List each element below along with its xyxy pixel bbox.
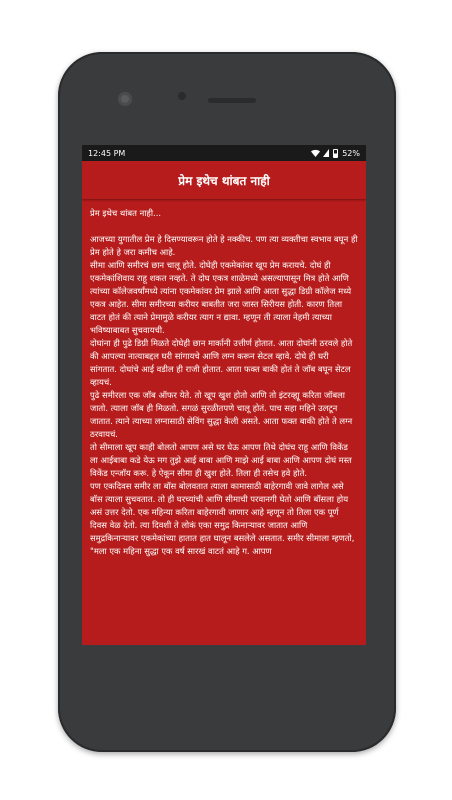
- status-icons: [311, 149, 360, 158]
- sensor: [178, 92, 186, 100]
- wifi-icon: [311, 149, 319, 157]
- camera-icon: [118, 92, 132, 106]
- paragraph: सीमा आणि समीरचं छान चालू होते. दोघेही एकमेकांवर खूप प्रेम करायचे. दोघं ही एकमेकांशिवाय राहू शकत नव्हते. ते दोघ एकत्र शाळेमध्ये असल्यापासून मित्र होते आणि त्यांच्या कॉलेजवर्षांमध्ये त्यांना एकमेकांवर प्रेम झाले आणि आता सुद्धा डिग्री कॉलेज मध्ये एकत्र आहेत. सीमा समीरच्या करीयर बाबतीत जरा जास्त सिरीयस होती. कारण तिला वाटत होतं की त्याने प्रेमामुळे करीयर त्याग न द्यावा. म्हणून ती त्याला नेहमी त्याच्या भविष्याबाबत सुचवायची.: [90, 260, 352, 335]
- paragraph: पण एकदिवस समीर ला बॉस बोलवतात त्याला कामासाठी बाहेरगावी जावे लागेल असे बॉस त्याला सुचवतात. तो ही घरच्यांची आणि सीमाची परवानगी घेतो आणि बॉसला होय असं उत्तर देतो. एक महिन्या करिता बाहेरगावी जाणार आहे म्हणून तो तिला एक पूर्ण दिवस वेळ देतो. त्या दिवशी ते लोकं एका समुद्र किनाऱ्यावर जातात आणि समुद्रकिनाऱ्यावर एकमेकांच्या हातात हात घालून बसलेले असतात. समीर सीमाला म्हणतो, "मला एक महिना सुद्धा एक वर्ष सारखं वाटतं आहे ग. आपण: [90, 481, 355, 556]
- status-bar: [82, 145, 366, 161]
- paragraph: दोघांना ही पुढे डिग्री मिळते दोघेही छान मार्कानी उत्तीर्ण होतात. आता दोघांनी ठरवले होते की आपल्या नात्याबद्दल घरी सांगायचे आणि लग्न करून सेटल व्हावे. दोघे ही घरी सांगतात. दोघांचे आई वडील ही राजी होतात. आता फक्त बाकी होतं ते जॉब बघून सेटल व्हायचं.: [90, 338, 353, 387]
- spacer: [90, 220, 358, 233]
- page-title: प्रेम इथेच थांबत नाही: [178, 173, 270, 188]
- battery-icon: [333, 149, 338, 158]
- paragraph: आजच्या युगातील प्रेम हे दिसण्यावरून होते हे नक्कीच. पण त्या व्यक्तीचा स्वभाव बघून ही प्रेम होते हे जरा कमीच आहे.: [90, 234, 358, 257]
- article-heading: प्रेम इथेच थांबत नाही...: [90, 208, 162, 218]
- screen: [82, 145, 366, 645]
- article-content[interactable]: [82, 199, 366, 558]
- speaker-grille: [208, 98, 256, 103]
- battery-percent: 52%: [342, 148, 360, 158]
- app-title-bar: [82, 161, 366, 199]
- paragraph: तो सीमाला खूप काही बोलतो आपण असे घर घेऊ आपण तिथे दोघंच राहू आणि विकेंड ला आईबाबा कडे येऊ मग तुझे आई बाबा आणि माझे आई बाबा आणि आपण दोघं मस्त विकेंड एन्जॉय करू. हे ऐकून सीमा ही खुश होते. तिला ही तसेच हवे होते.: [90, 442, 352, 478]
- status-time: 12:45 PM: [88, 148, 126, 158]
- paragraph: पुढे समीरला एक जॉब ऑफर येते. तो खूप खुश होतो आणि तो इंटरव्ह्यू करिता जॉबला जातो. त्याला जॉब ही मिळतो. सगळं सुरळीतपणे चालू होतं. पाच सहा महिने उलटून जातात. त्याने त्याच्या लग्नासाठी सेविंग सुद्धा केली असते. आता फक्त बाकी होते ते लग्न ठरवायचं.: [90, 390, 353, 439]
- signal-icon: [323, 149, 329, 157]
